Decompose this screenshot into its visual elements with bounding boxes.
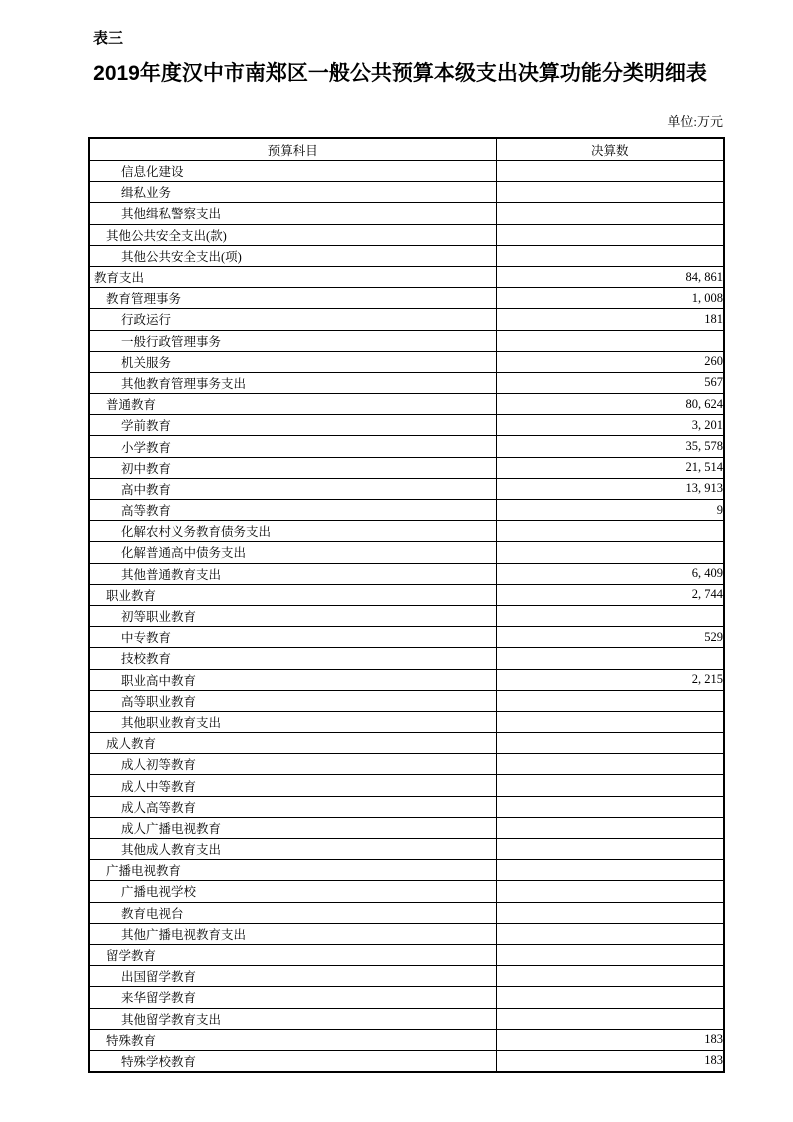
subject-cell: 小学教育 bbox=[89, 436, 496, 457]
table-row bbox=[89, 351, 724, 372]
table-row bbox=[89, 966, 724, 987]
value-cell: 80, 624 bbox=[496, 394, 724, 415]
subject-cell: 一般行政管理事务 bbox=[89, 330, 496, 351]
table-row bbox=[89, 839, 724, 860]
value-cell: 2, 215 bbox=[496, 669, 724, 690]
table-body bbox=[89, 161, 724, 1073]
table-row bbox=[89, 648, 724, 669]
subject-cell: 成人广播电视教育 bbox=[89, 817, 496, 838]
table-row bbox=[89, 500, 724, 521]
value-cell bbox=[496, 182, 724, 203]
table-row bbox=[89, 372, 724, 393]
table-row bbox=[89, 669, 724, 690]
table-row bbox=[89, 245, 724, 266]
subject-cell: 学前教育 bbox=[89, 415, 496, 436]
subject-cell: 高等教育 bbox=[89, 500, 496, 521]
value-cell: 84, 861 bbox=[496, 266, 724, 287]
value-cell bbox=[496, 224, 724, 245]
value-cell bbox=[496, 987, 724, 1008]
table-row bbox=[89, 902, 724, 923]
value-cell bbox=[496, 1008, 724, 1029]
table-row bbox=[89, 860, 724, 881]
subject-cell: 特殊教育 bbox=[89, 1029, 496, 1050]
value-cell: 183 bbox=[496, 1050, 724, 1072]
value-cell bbox=[496, 944, 724, 965]
value-cell bbox=[496, 796, 724, 817]
table-row bbox=[89, 542, 724, 563]
table-row bbox=[89, 330, 724, 351]
subject-cell: 其他公共安全支出(款) bbox=[89, 224, 496, 245]
table-row bbox=[89, 690, 724, 711]
value-cell: 35, 578 bbox=[496, 436, 724, 457]
col-header-value: 决算数 bbox=[496, 138, 724, 161]
table-row bbox=[89, 436, 724, 457]
budget-table bbox=[88, 137, 725, 1073]
value-cell bbox=[496, 605, 724, 626]
value-cell: 6, 409 bbox=[496, 563, 724, 584]
value-cell bbox=[496, 923, 724, 944]
subject-cell: 高中教育 bbox=[89, 478, 496, 499]
subject-cell: 缉私业务 bbox=[89, 182, 496, 203]
value-cell: 1, 008 bbox=[496, 288, 724, 309]
table-header-row bbox=[89, 138, 724, 161]
subject-cell: 成人初等教育 bbox=[89, 754, 496, 775]
value-cell bbox=[496, 690, 724, 711]
subject-cell: 特殊学校教育 bbox=[89, 1050, 496, 1072]
value-cell: 529 bbox=[496, 627, 724, 648]
subject-cell: 普通教育 bbox=[89, 394, 496, 415]
subject-cell: 其他普通教育支出 bbox=[89, 563, 496, 584]
value-cell: 3, 201 bbox=[496, 415, 724, 436]
subject-cell: 教育电视台 bbox=[89, 902, 496, 923]
value-cell bbox=[496, 817, 724, 838]
subject-cell: 留学教育 bbox=[89, 944, 496, 965]
value-cell: 21, 514 bbox=[496, 457, 724, 478]
table-row bbox=[89, 478, 724, 499]
value-cell: 567 bbox=[496, 372, 724, 393]
subject-cell: 化解普通高中债务支出 bbox=[89, 542, 496, 563]
value-cell bbox=[496, 733, 724, 754]
subject-cell: 其他缉私警察支出 bbox=[89, 203, 496, 224]
value-cell: 181 bbox=[496, 309, 724, 330]
subject-cell: 成人高等教育 bbox=[89, 796, 496, 817]
table-row bbox=[89, 563, 724, 584]
subject-cell: 行政运行 bbox=[89, 309, 496, 330]
subject-cell: 职业高中教育 bbox=[89, 669, 496, 690]
subject-cell: 其他职业教育支出 bbox=[89, 711, 496, 732]
subject-cell: 职业教育 bbox=[89, 584, 496, 605]
table-row bbox=[89, 923, 724, 944]
table-row bbox=[89, 733, 724, 754]
value-cell bbox=[496, 902, 724, 923]
subject-cell: 初等职业教育 bbox=[89, 605, 496, 626]
table-row bbox=[89, 203, 724, 224]
table-row bbox=[89, 224, 724, 245]
table-row bbox=[89, 288, 724, 309]
table-row bbox=[89, 1008, 724, 1029]
table-row bbox=[89, 754, 724, 775]
table-row bbox=[89, 944, 724, 965]
subject-cell: 其他成人教育支出 bbox=[89, 839, 496, 860]
subject-cell: 高等职业教育 bbox=[89, 690, 496, 711]
table-row bbox=[89, 394, 724, 415]
value-cell: 2, 744 bbox=[496, 584, 724, 605]
value-cell bbox=[496, 754, 724, 775]
subject-cell: 初中教育 bbox=[89, 457, 496, 478]
table-row bbox=[89, 711, 724, 732]
value-cell bbox=[496, 860, 724, 881]
table-row bbox=[89, 309, 724, 330]
value-cell bbox=[496, 881, 724, 902]
col-header-subject: 预算科目 bbox=[89, 138, 496, 161]
page-title: 2019年度汉中市南郑区一般公共预算本级支出决算功能分类明细表 bbox=[93, 62, 707, 85]
value-cell bbox=[496, 775, 724, 796]
value-cell: 183 bbox=[496, 1029, 724, 1050]
value-cell bbox=[496, 161, 724, 182]
subject-cell: 出国留学教育 bbox=[89, 966, 496, 987]
table-row bbox=[89, 796, 724, 817]
table-row bbox=[89, 182, 724, 203]
subject-cell: 中专教育 bbox=[89, 627, 496, 648]
table-row bbox=[89, 987, 724, 1008]
subject-cell: 其他公共安全支出(项) bbox=[89, 245, 496, 266]
subject-cell: 机关服务 bbox=[89, 351, 496, 372]
subject-cell: 教育管理事务 bbox=[89, 288, 496, 309]
value-cell bbox=[496, 542, 724, 563]
value-cell bbox=[496, 648, 724, 669]
value-cell: 260 bbox=[496, 351, 724, 372]
table-row bbox=[89, 1029, 724, 1050]
subject-cell: 其他教育管理事务支出 bbox=[89, 372, 496, 393]
table-row bbox=[89, 881, 724, 902]
table-row bbox=[89, 817, 724, 838]
value-cell bbox=[496, 330, 724, 351]
subject-cell: 教育支出 bbox=[89, 266, 496, 287]
subject-cell: 成人中等教育 bbox=[89, 775, 496, 796]
table-row bbox=[89, 775, 724, 796]
table-row bbox=[89, 161, 724, 182]
subject-cell: 广播电视教育 bbox=[89, 860, 496, 881]
subject-cell: 化解农村义务教育债务支出 bbox=[89, 521, 496, 542]
subject-cell: 成人教育 bbox=[89, 733, 496, 754]
subject-cell: 技校教育 bbox=[89, 648, 496, 669]
value-cell bbox=[496, 711, 724, 732]
table-row bbox=[89, 521, 724, 542]
value-cell bbox=[496, 245, 724, 266]
value-cell bbox=[496, 966, 724, 987]
value-cell bbox=[496, 521, 724, 542]
subject-cell: 其他留学教育支出 bbox=[89, 1008, 496, 1029]
value-cell: 9 bbox=[496, 500, 724, 521]
unit-note: 单位:万元 bbox=[667, 114, 723, 129]
subject-cell: 广播电视学校 bbox=[89, 881, 496, 902]
table-row bbox=[89, 1050, 724, 1072]
table-row bbox=[89, 627, 724, 648]
table-number-label: 表三 bbox=[93, 30, 124, 47]
subject-cell: 其他广播电视教育支出 bbox=[89, 923, 496, 944]
value-cell bbox=[496, 203, 724, 224]
subject-cell: 来华留学教育 bbox=[89, 987, 496, 1008]
table-row bbox=[89, 415, 724, 436]
value-cell bbox=[496, 839, 724, 860]
value-cell: 13, 913 bbox=[496, 478, 724, 499]
table-row bbox=[89, 457, 724, 478]
subject-cell: 信息化建设 bbox=[89, 161, 496, 182]
table-row bbox=[89, 584, 724, 605]
table-row bbox=[89, 605, 724, 626]
table-row bbox=[89, 266, 724, 287]
